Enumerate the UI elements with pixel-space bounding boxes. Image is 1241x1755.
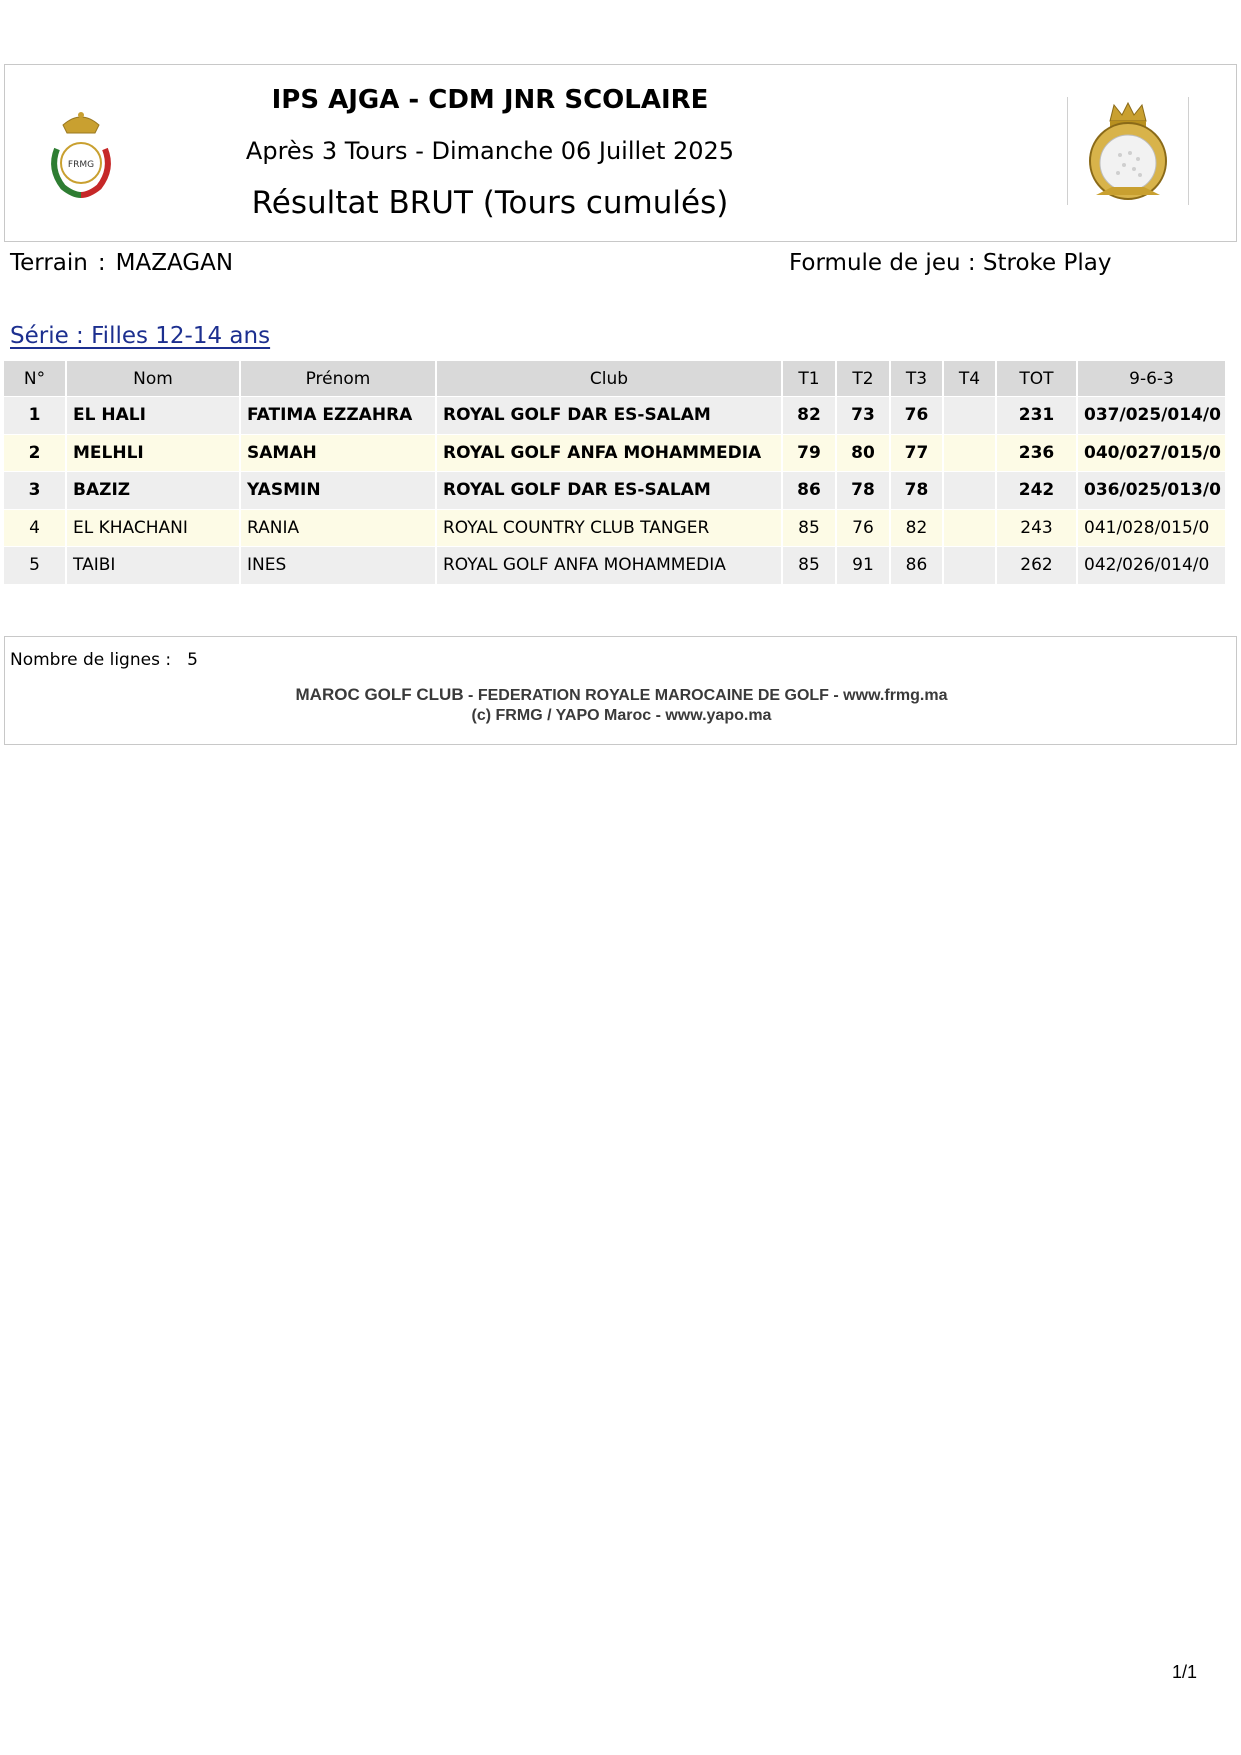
- cell-t3: 77: [890, 434, 943, 472]
- cell-t4: [943, 434, 996, 472]
- cell-t1: 86: [782, 472, 836, 510]
- cell-prenom: RANIA: [240, 509, 436, 547]
- cell-prenom: YASMIN: [240, 472, 436, 510]
- cell-t4: [943, 547, 996, 584]
- cell-number: 1: [4, 397, 66, 435]
- cell-split: 042/026/014/0: [1077, 547, 1226, 584]
- cell-t1: 79: [782, 434, 836, 472]
- cell-number: 4: [4, 509, 66, 547]
- terrain-separator: :: [97, 250, 106, 276]
- result-type-title: Résultat BRUT (Tours cumulés): [251, 185, 729, 221]
- course-info: [10, 250, 233, 276]
- row-count-label: Nombre de lignes :: [10, 650, 172, 670]
- golf-ball-crown-logo: [1082, 99, 1174, 203]
- terrain-label: Terrain: [10, 250, 88, 276]
- results-table: [4, 361, 1227, 584]
- cell-t2: 76: [836, 509, 890, 547]
- table-row: [4, 472, 1226, 510]
- col-header-club: Club: [436, 361, 782, 397]
- cell-number: 5: [4, 547, 66, 584]
- row-count: [10, 650, 198, 670]
- col-header-t1: T1: [782, 361, 836, 397]
- report-header: [4, 64, 1237, 242]
- cell-tot: 262: [996, 547, 1077, 584]
- col-header-prenom: Prénom: [240, 361, 436, 397]
- frmg-logo-text: FRMG: [67, 160, 95, 170]
- terrain-value: MAZAGAN: [115, 250, 234, 276]
- credits-club-name: MAROC GOLF CLUB: [295, 685, 464, 704]
- report-footer: [4, 636, 1237, 745]
- cell-tot: 236: [996, 434, 1077, 472]
- cell-prenom: FATIMA EZZAHRA: [240, 397, 436, 435]
- cell-t4: [943, 472, 996, 510]
- cell-club: ROYAL GOLF ANFA MOHAMMEDIA: [436, 434, 782, 472]
- cell-t3: 76: [890, 397, 943, 435]
- col-header-tot: TOT: [996, 361, 1077, 397]
- cell-t2: 80: [836, 434, 890, 472]
- credits-federation: [5, 685, 1238, 705]
- cell-tot: 231: [996, 397, 1077, 435]
- cell-prenom: INES: [240, 547, 436, 584]
- cell-nom: EL KHACHANI: [66, 509, 240, 547]
- cell-t2: 78: [836, 472, 890, 510]
- cell-split: 036/025/013/0: [1077, 472, 1226, 510]
- cell-t2: 91: [836, 547, 890, 584]
- col-header-t4: T4: [943, 361, 996, 397]
- page-number: 1/1: [1172, 1662, 1198, 1682]
- col-header-number: N°: [4, 361, 66, 397]
- table-row: [4, 397, 1226, 435]
- cell-club: ROYAL GOLF DAR ES-SALAM: [436, 397, 782, 435]
- cell-t2: 73: [836, 397, 890, 435]
- table-row: [4, 434, 1226, 472]
- cell-nom: EL HALI: [66, 397, 240, 435]
- credits-federation-text: - FEDERATION ROYALE MAROCAINE DE GOLF - www.frmg.ma: [463, 687, 948, 704]
- col-header-split: 9-6-3: [1077, 361, 1226, 397]
- cell-number: 3: [4, 472, 66, 510]
- cell-t3: 86: [890, 547, 943, 584]
- table-row: [4, 509, 1226, 547]
- cell-t1: 85: [782, 509, 836, 547]
- cell-nom: MELHLI: [66, 434, 240, 472]
- cell-tot: 243: [996, 509, 1077, 547]
- cell-t4: [943, 509, 996, 547]
- cell-club: ROYAL COUNTRY CLUB TANGER: [436, 509, 782, 547]
- table-row: [4, 547, 1226, 584]
- cell-club: ROYAL GOLF DAR ES-SALAM: [436, 472, 782, 510]
- cell-t1: 85: [782, 547, 836, 584]
- cell-prenom: SAMAH: [240, 434, 436, 472]
- cell-split: 037/025/014/0: [1077, 397, 1226, 435]
- cell-nom: TAIBI: [66, 547, 240, 584]
- cell-split: 041/028/015/0: [1077, 509, 1226, 547]
- cell-split: 040/027/015/0: [1077, 434, 1226, 472]
- series-heading: Série : Filles 12-14 ans: [10, 323, 271, 349]
- col-header-t2: T2: [836, 361, 890, 397]
- game-format: Formule de jeu : Stroke Play: [789, 250, 1112, 276]
- cell-t1: 82: [782, 397, 836, 435]
- cell-number: 2: [4, 434, 66, 472]
- right-logo-frame: [1067, 97, 1189, 205]
- row-count-value: 5: [187, 650, 198, 670]
- round-date-subtitle: Après 3 Tours - Dimanche 06 Juillet 2025: [245, 137, 735, 165]
- col-header-nom: Nom: [66, 361, 240, 397]
- tournament-title: IPS AJGA - CDM JNR SCOLAIRE: [271, 85, 709, 115]
- cell-tot: 242: [996, 472, 1077, 510]
- cell-t3: 78: [890, 472, 943, 510]
- cell-nom: BAZIZ: [66, 472, 240, 510]
- table-header-row: [4, 361, 1226, 397]
- cell-club: ROYAL GOLF ANFA MOHAMMEDIA: [436, 547, 782, 584]
- cell-t3: 82: [890, 509, 943, 547]
- credits-copyright: (c) FRMG / YAPO Maroc - www.yapo.ma: [471, 707, 772, 724]
- col-header-t3: T3: [890, 361, 943, 397]
- cell-t4: [943, 397, 996, 435]
